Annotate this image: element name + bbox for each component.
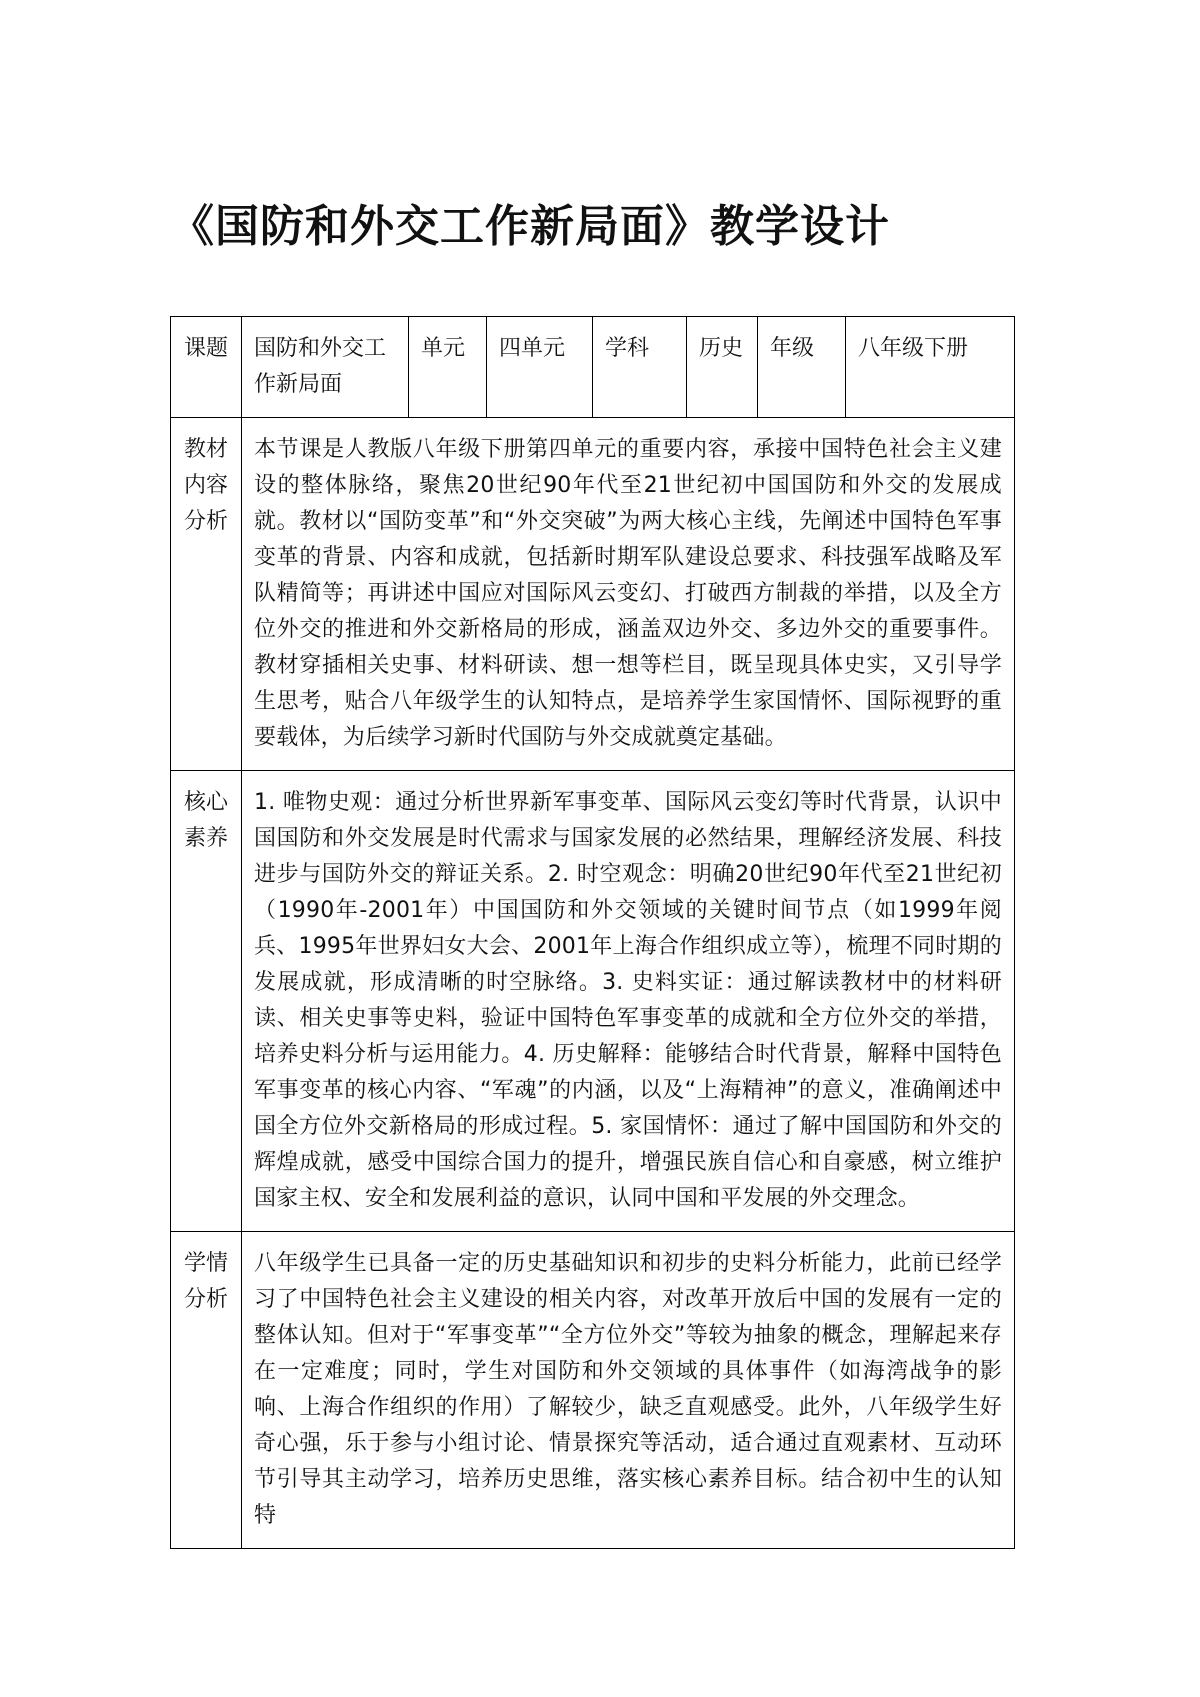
student-analysis-label <box>171 1232 242 1549</box>
course-label: 课题 <box>171 317 242 418</box>
label-line: 分析 <box>183 1287 228 1312</box>
label-line: 内容 <box>183 473 228 498</box>
student-analysis-content: 八年级学生已具备一定的历史基础知识和初步的史料分析能力，此前已经学习了中国特色社会主义建设的相关内容，对改革开放后中国的发展有一定的整体认知。但对于“军事变革”“全方位外交”等较为抽象的概念，理解起来存在一定难度；同时，学生对国防和外交领域的具体事件（如海湾战争的影响、上海合作组织的作用）了解较少，缺乏直观感受。此外，八年级学生好奇心强，乐于参与小组讨论、情景探究等活动，适合通过直观素材、互动环节引导其主动学习，培养历史思维，落实核心素养目标。结合初中生的认知特 <box>242 1232 1015 1549</box>
grade-label: 年级 <box>758 317 846 418</box>
lesson-plan-table <box>170 316 1015 1549</box>
core-literacy-row <box>171 771 1015 1232</box>
unit-value: 四单元 <box>487 317 593 418</box>
label-line: 素养 <box>183 826 228 851</box>
course-value: 国防和外交工作新局面 <box>242 317 409 418</box>
document-title: 《国防和外交工作新局面》教学设计 <box>170 201 890 252</box>
textbook-analysis-row <box>171 418 1015 771</box>
grade-value: 八年级下册 <box>846 317 1015 418</box>
label-line: 学情 <box>183 1251 228 1276</box>
label-line: 分析 <box>183 509 228 534</box>
core-literacy-label <box>171 771 242 1232</box>
textbook-analysis-content: 本节课是人教版八年级下册第四单元的重要内容，承接中国特色社会主义建设的整体脉络，聚焦20世纪90年代至21世纪初中国国防和外交的发展成就。教材以“国防变革”和“外交突破”为两大核心主线，先阐述中国特色军事变革的背景、内容和成就，包括新时期军队建设总要求、科技强军战略及军队精简等；再讲述中国应对国际风云变幻、打破西方制裁的举措，以及全方位外交的推进和外交新格局的形成，涵盖双边外交、多边外交的重要事件。教材穿插相关史事、材料研读、想一想等栏目，既呈现具体史实，又引导学生思考，贴合八年级学生的认知特点，是培养学生家国情怀、国际视野的重要载体，为后续学习新时代国防与外交成就奠定基础。 <box>242 418 1015 771</box>
header-row <box>171 317 1015 418</box>
subject-value: 历史 <box>687 317 758 418</box>
label-line: 教材 <box>183 437 228 462</box>
student-analysis-row <box>171 1232 1015 1549</box>
core-literacy-content: 1. 唯物史观：通过分析世界新军事变革、国际风云变幻等时代背景，认识中国国防和外交发展是时代需求与国家发展的必然结果，理解经济发展、科技进步与国防外交的辩证关系。2. 时空观念：明确20世纪90年代至21世纪初（1990年-2001年）中国国防和外交领域的关键时间节点（如1999年阅兵、1995年世界妇女大会、2001年上海合作组织成立等），梳理不同时期的发展成就，形成清晰的时空脉络。3. 史料实证：通过解读教材中的材料研读、相关史事等史料，验证中国特色军事变革的成就和全方位外交的举措，培养史料分析与运用能力。4. 历史解释：能够结合时代背景，解释中国特色军事变革的核心内容、“军魂”的内涵，以及“上海精神”的意义，准确阐述中国全方位外交新格局的形成过程。5. 家国情怀：通过了解中国国防和外交的辉煌成就，感受中国综合国力的提升，增强民族自信心和自豪感，树立维护国家主权、安全和发展利益的意识，认同中国和平发展的外交理念。 <box>242 771 1015 1232</box>
textbook-analysis-label <box>171 418 242 771</box>
label-line: 核心 <box>183 790 228 815</box>
subject-label: 学科 <box>593 317 687 418</box>
unit-label: 单元 <box>409 317 487 418</box>
